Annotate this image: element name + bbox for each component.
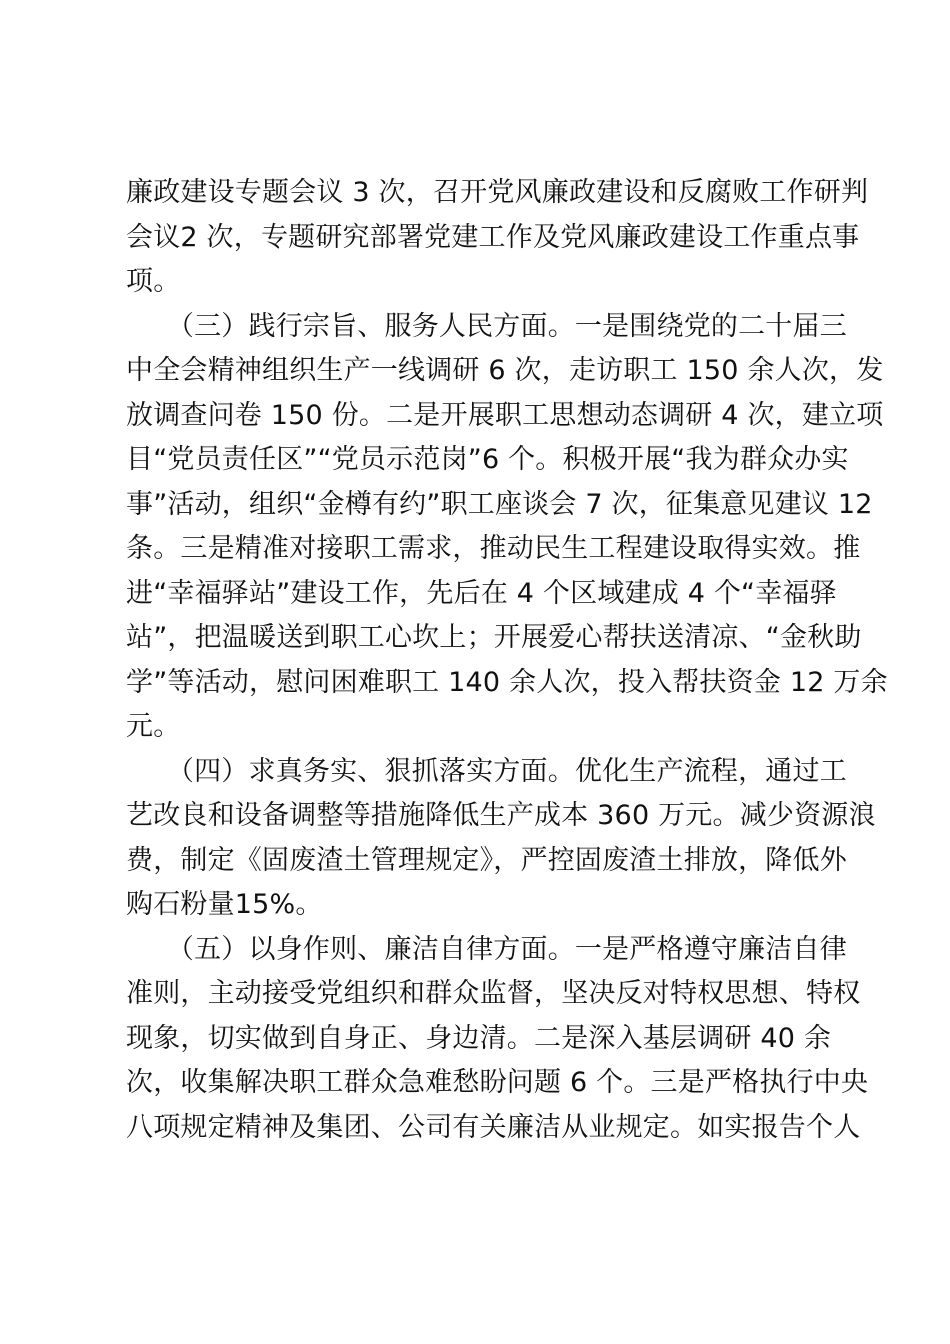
text-line: 进“幸福驿站”建设工作，先后在 4 个区域建成 4 个“幸福驿	[126, 577, 837, 609]
text-line: 准则，主动接受党组织和群众监督，坚决反对特权思想、特权	[126, 978, 861, 1009]
text-line: 费，制定《固废渣土管理规定》，严控固废渣土排放，降低外	[126, 844, 847, 876]
text-line: 会议2 次，专题研究部署党建工作及党风廉政建设工作重点事	[126, 221, 860, 253]
text-line: 站”，把温暖送到职工心坎上；开展爱心帮扶送清凉、“金秋助	[126, 622, 862, 653]
text-line: 八项规定精神及集团、公司有关廉洁从业规定。如实报告个人	[126, 1111, 861, 1143]
text-line: 学”等活动，慰问困难职工 140 余人次，投入帮扶资金 12 万余	[126, 666, 888, 698]
text-line: 艺改良和设备调整等措施降低生产成本 360 万元。减少资源浪	[126, 800, 876, 831]
section-three-heading-line: （三）践行宗旨、服务人民方面。一是围绕党的二十届三	[126, 310, 847, 342]
body-text	[126, 171, 888, 1150]
text-line: 条。三是精准对接职工需求，推动民生工程建设取得实效。推	[126, 533, 861, 564]
section-five-heading-line: （五）以身作则、廉洁自律方面。一是严格遵守廉洁自律	[126, 933, 847, 965]
section-four-heading-line: （四）求真务实、狠抓落实方面。优化生产流程，通过工	[126, 755, 847, 787]
text-line: 廉政建设专题会议 3 次，召开党风廉政建设和反腐败工作研判	[126, 177, 869, 208]
text-line: 目“党员责任区”“党员示范岗”6 个。积极开展“我为群众办实	[126, 444, 849, 475]
text-line: 次，收集解决职工群众急难愁盼问题 6 个。三是严格执行中央	[126, 1067, 869, 1098]
text-line: 中全会精神组织生产一线调研 6 次，走访职工 150 余人次，发	[126, 355, 884, 386]
text-line: 事”活动，组织“金樽有约”职工座谈会 7 次，征集意见建议 12	[126, 488, 873, 520]
text-line: 购石粉量15%。	[126, 889, 323, 920]
text-line: 项。	[126, 266, 181, 297]
text-line: 现象，切实做到自身正、身边清。二是深入基层调研 40 余	[126, 1022, 832, 1054]
text-line: 放调查问卷 150 份。二是开展职工思想动态调研 4 次，建立项	[126, 399, 884, 431]
text-line: 元。	[126, 711, 181, 742]
